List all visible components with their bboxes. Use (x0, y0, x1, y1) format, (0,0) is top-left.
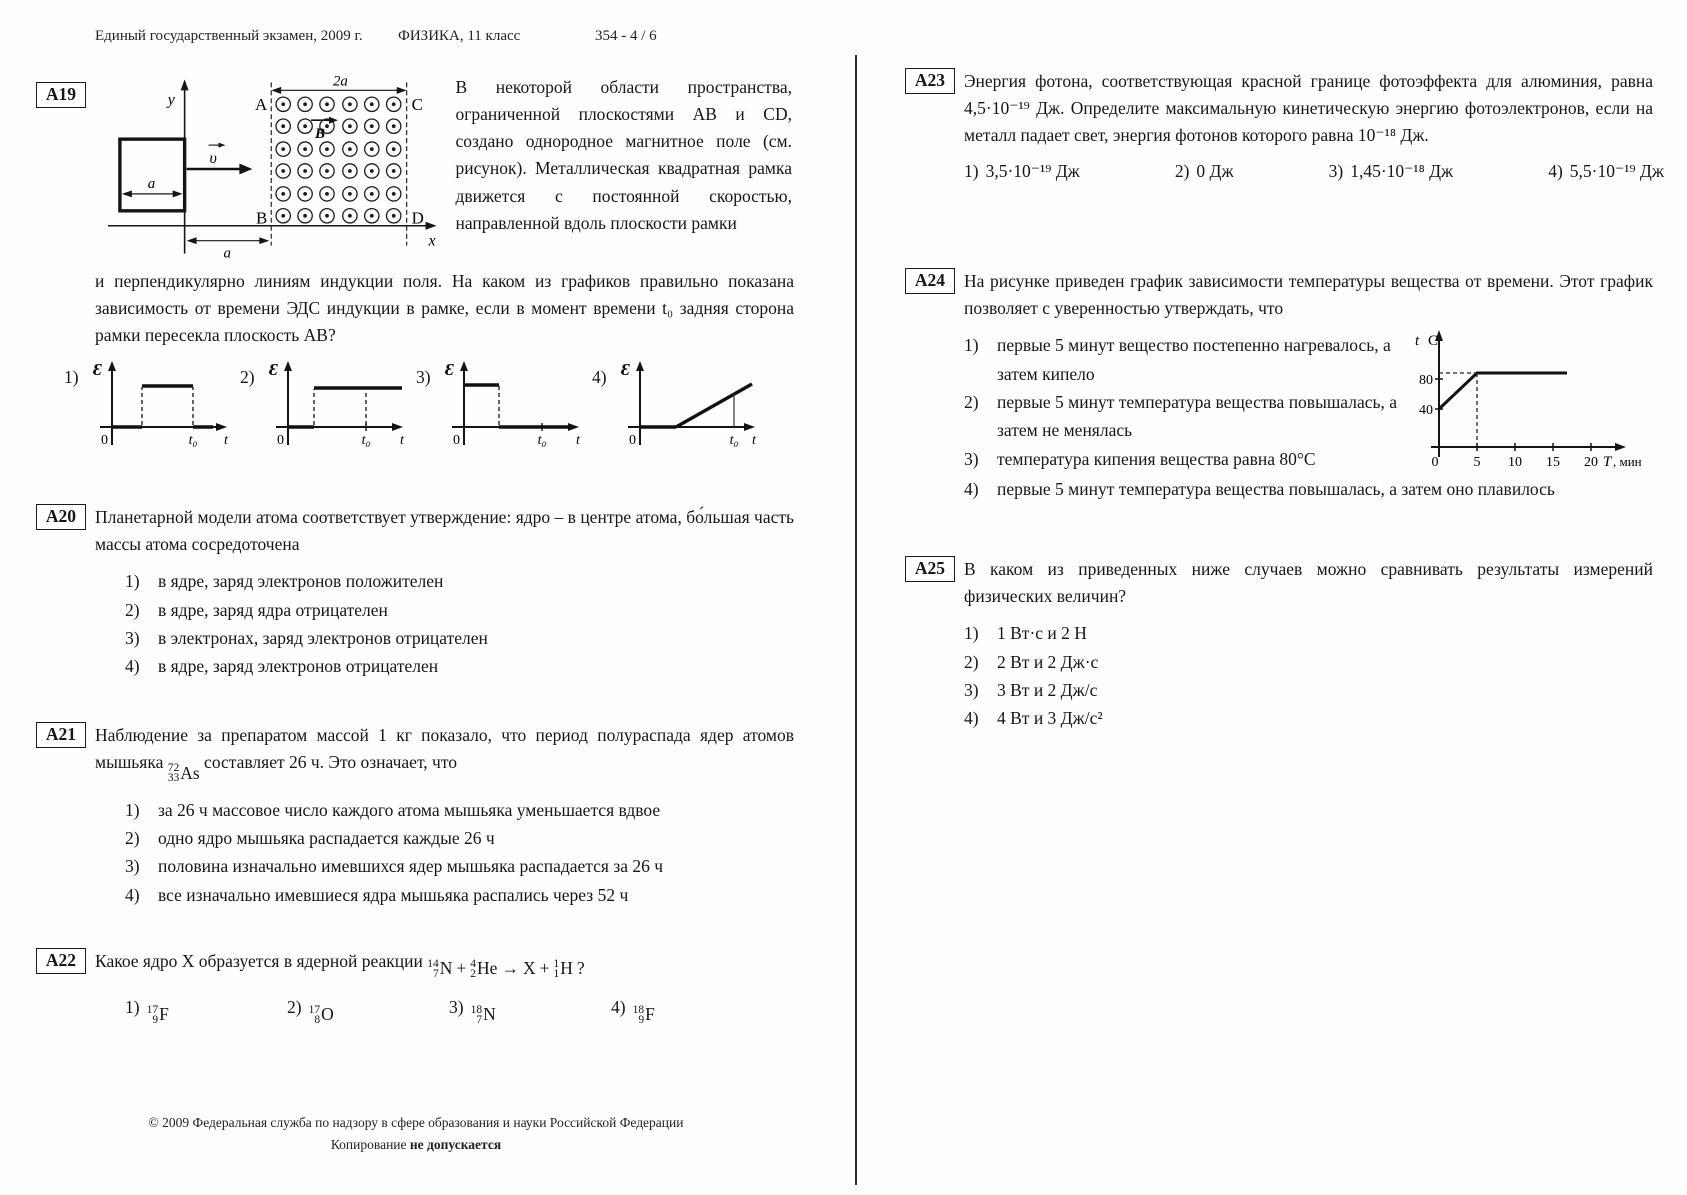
option-label: 1) (125, 571, 140, 592)
a22-text-before: Какое ядро Х образуется в ядерной реакции (95, 951, 423, 971)
answer-option (964, 676, 1653, 704)
nuclide-mass: 4 (470, 958, 477, 970)
option-label: 4) (611, 996, 626, 1017)
a24-xtick-5: 5 (1473, 455, 1481, 471)
a24-x-axis-label-t: T (1603, 454, 1612, 471)
plus-sign: + (539, 958, 550, 979)
footer (36, 1112, 796, 1155)
option-label: 1) (125, 996, 140, 1017)
nuclide-z: 9 (638, 1013, 645, 1026)
nuclide-z: 8 (314, 1013, 321, 1026)
option-text: половина изначально имевшихся ядер мышьяка распадается за 26 ч (158, 856, 664, 877)
option-label: 1) (964, 623, 979, 644)
option-text: все изначально имевшиеся ядра мышьяка распались через 52 ч (158, 884, 629, 905)
a19-graph-3-svg (442, 357, 592, 452)
option-label: 3) (964, 679, 979, 700)
a19-graph-1-label: 1) (64, 367, 79, 388)
a24-question-text: На рисунке приведен график зависимости температуры вещества от времени. Этот график позволяет с уверенностью утверждать, что (964, 271, 1653, 319)
a19-question-text-cont: и перпендикулярно линиям индукции поля. На каком из графиков правильно показана зависимость от времени ЭДС индукции в рамке, если в момент времени t₀ задняя сторона рамки пересекла плоскость АВ? (95, 271, 794, 346)
option-nuclide (309, 1004, 334, 1025)
a19-field-dots (276, 97, 401, 223)
answer-option (125, 596, 794, 624)
a22-question-text (95, 948, 794, 983)
plus-sign: + (456, 958, 467, 979)
a21-text-after: составляет 26 ч. Это означает, что (204, 752, 458, 773)
t-axis-label: t (224, 433, 228, 449)
a19-graph-option-2 (240, 357, 416, 452)
a24-xtick-0: 0 (1431, 455, 1439, 471)
nuclide-symbol: He (477, 958, 498, 979)
a24-x-axis-label-unit: , мин (1613, 454, 1642, 470)
question-a23 (905, 68, 1664, 182)
a19-field-label: B (315, 126, 326, 143)
reaction-arrow: → (501, 958, 519, 979)
question-number-box: А19 (36, 82, 86, 108)
question-a24 (905, 268, 1653, 503)
answer-option (125, 567, 794, 595)
option-label: 1) (964, 161, 979, 182)
a19-graph-4-svg (618, 357, 768, 452)
nuclide-symbol: H (560, 958, 573, 979)
question-number-box: А23 (905, 68, 955, 94)
option-text: 3,5·10⁻¹⁹ Дж (985, 161, 1080, 182)
origin-label: 0 (453, 433, 460, 449)
header-subject: ФИЗИКА, 11 класс (398, 28, 521, 44)
option-label: 3) (125, 856, 140, 877)
answer-option (125, 652, 794, 680)
answer-option (964, 648, 1653, 676)
a24-y-axis-label-c: C (1428, 333, 1439, 350)
option-label: 4) (964, 478, 979, 499)
answer-option (287, 997, 449, 1026)
a19-corner-b: B (255, 208, 268, 228)
a19-graph-4-label: 4) (592, 367, 607, 388)
option-label: 4) (125, 884, 140, 905)
answer-option (964, 161, 1080, 182)
a19-y-axis-label: y (167, 91, 175, 109)
answer-option (611, 997, 773, 1026)
answer-option (125, 881, 794, 909)
a24-xtick-20: 20 (1584, 455, 1598, 471)
option-label: 4) (1548, 161, 1563, 182)
emf-axis-label: Ɛ (445, 360, 454, 380)
option-nuclide (147, 1004, 169, 1025)
t-axis-label: t (752, 433, 756, 449)
emf-axis-label: Ɛ (93, 360, 102, 380)
a19-answer-graphs (64, 357, 792, 452)
a24-xtick-10: 10 (1508, 455, 1522, 471)
option-label: 2) (125, 599, 140, 620)
a24-xtick-15: 15 (1546, 455, 1560, 471)
a24-ytick-80: 80 (1419, 373, 1433, 389)
question-a20 (36, 504, 792, 681)
option-label: 3) (449, 996, 464, 1017)
t0-label: t₀ (361, 433, 371, 449)
option-text: в ядре, заряд электронов положителен (158, 571, 444, 592)
nuclide-z: 1 (553, 968, 560, 980)
a21-question-text (95, 722, 794, 787)
option-label: 4) (125, 656, 140, 677)
option-text: в электронах, заряд электронов отрицателен (158, 627, 488, 648)
a19-gap-width-label: a (223, 245, 231, 262)
emf-axis-label: Ɛ (269, 360, 278, 380)
a19-graph-2-label: 2) (240, 367, 255, 388)
nuclide-z: 9 (152, 1013, 159, 1026)
option-text: 0 Дж (1196, 161, 1234, 182)
t0-label: t₀ (188, 433, 198, 449)
answer-option (125, 824, 794, 852)
answer-option (964, 388, 1416, 445)
a24-temperature-chart-svg (1401, 327, 1651, 477)
option-label: 2) (125, 828, 140, 849)
option-text: температура кипения вещества равна 80°С (997, 448, 1316, 469)
question-number-box: А24 (905, 268, 955, 294)
nuclide-symbol: As (180, 762, 200, 783)
option-nuclide (633, 1004, 655, 1025)
nuclide-mass: 1 (553, 958, 560, 970)
a19-graph-2-svg (266, 357, 416, 452)
reaction-nuclide-n (427, 955, 452, 982)
header-exam-title: Единый государственный экзамен, 2009 г. (95, 28, 363, 44)
reaction-x: X (522, 958, 536, 979)
a19-figure-svg (100, 74, 443, 266)
question-a22 (36, 948, 792, 1025)
answer-option (449, 997, 611, 1026)
a25-question-text: В каком из приведенных ниже случаев можно сравнивать результаты измерений физических величин? (964, 559, 1653, 607)
option-text: первые 5 минут вещество постепенно нагревалось, а затем кипело (997, 335, 1391, 384)
question-number-box: А20 (36, 504, 86, 530)
option-text: 1,45·10⁻¹⁸ Дж (1350, 161, 1454, 182)
option-label: 2) (964, 651, 979, 672)
option-text: 4 Вт и 3 Дж/с² (997, 708, 1103, 729)
a24-ytick-40: 40 (1419, 403, 1433, 419)
answer-option (964, 331, 1416, 388)
option-text: за 26 ч массовое число каждого атома мышьяка уменьшается вдвое (158, 799, 661, 820)
t0-label: t₀ (537, 433, 547, 449)
option-label: 1) (125, 799, 140, 820)
option-label: 2) (287, 996, 302, 1017)
a23-options (964, 161, 1664, 182)
answer-option (125, 997, 287, 1026)
question-a25 (905, 556, 1653, 733)
a19-corner-d: D (411, 208, 424, 228)
a19-region-width-label: 2a (332, 74, 348, 90)
answer-option (964, 619, 1653, 647)
a21-text-before: Наблюдение за препаратом массой 1 кг показало, что период полураспада ядер атомов мышьяка (95, 725, 794, 773)
t-axis-label: t (576, 433, 580, 449)
option-text: 3 Вт и 2 Дж/с (997, 679, 1098, 700)
a19-graph-option-1 (64, 357, 240, 452)
footer-no-copy-normal: Копирование (330, 1136, 410, 1152)
option-text: первые 5 минут температура вещества повышалась, а затем не менялась (997, 391, 1397, 441)
nuclide-symbol: O (321, 1004, 334, 1025)
footer-no-copy-bold: не допускается (409, 1136, 502, 1152)
answer-option (1175, 161, 1234, 182)
answer-option (125, 796, 794, 824)
a25-options (964, 619, 1653, 732)
nuclide-symbol: N (483, 1004, 496, 1025)
a21-nuclide-as (168, 760, 200, 787)
question-a21 (36, 722, 792, 909)
nuclide-mass: 14 (427, 958, 439, 970)
footer-copyright: © 2009 Федеральная служба по надзору в сфере образования и науки Российской Федерации (148, 1115, 684, 1130)
header-page-code: 354 - 4 / 6 (595, 28, 657, 44)
question-number-box: А22 (36, 948, 86, 974)
nuclide-mass: 18 (470, 1003, 483, 1016)
a19-x-axis-label: x (428, 232, 436, 250)
a23-question-text: Энергия фотона, соответствующая красной границе фотоэффекта для алюминия, равна 4,5·10⁻¹⁹ Дж. Определите максимальную кинетическую энергию фотоэлектронов, если на металл падает свет, энергия фотонов которого равна 10⁻¹⁸ Дж. (964, 71, 1653, 146)
answer-option (964, 475, 1653, 503)
option-text: первые 5 минут температура вещества повышалась, а затем оно плавилось (997, 478, 1555, 499)
option-label: 3) (125, 627, 140, 648)
option-text: 5,5·10⁻¹⁹ Дж (1569, 161, 1664, 182)
a20-options (125, 567, 794, 680)
t0-label: t₀ (729, 433, 739, 449)
a20-question-text: Планетарной модели атома соответствует утверждение: ядро – в центре атома, бо́льшая часть массы атома сосредоточена (95, 507, 794, 555)
option-label: 2) (964, 391, 979, 412)
option-text: одно ядро мышьяка распадается каждые 26 ч (158, 828, 495, 849)
a19-graph-3-label: 3) (416, 367, 431, 388)
a22-nuclear-reaction (427, 955, 584, 982)
nuclide-z: 7 (476, 1013, 483, 1026)
a19-frame-width-label: a (147, 175, 156, 192)
a19-graph-option-3 (416, 357, 592, 452)
a24-y-axis-label-t: t (1415, 333, 1420, 350)
question-a19 (36, 74, 792, 452)
a19-velocity-label: υ (209, 150, 217, 168)
option-label: 4) (964, 708, 979, 729)
column-divider-line (855, 55, 857, 1185)
emf-axis-label: Ɛ (621, 360, 630, 380)
nuclide-z: 7 (433, 968, 439, 980)
answer-option (1548, 161, 1664, 182)
a22-options (125, 997, 794, 1026)
question-number-box: А25 (905, 556, 955, 582)
reaction-nuclide-he (470, 955, 497, 982)
a24-options (964, 331, 1416, 473)
origin-label: 0 (629, 433, 636, 449)
nuclide-mass: 72 (167, 762, 180, 775)
nuclide-symbol: F (159, 1004, 169, 1025)
option-text: 1 Вт·с и 2 Н (997, 623, 1087, 644)
nuclide-symbol: N (439, 958, 453, 979)
a19-question-text-side: В некоторой области пространства, ограниченной плоскостями АВ и CD, создано однородное магнитное поле (см. рисунок). Металлическая квадратная рамка движется с постоянной скоростью, направленной вдоль плоскости рамки (455, 77, 792, 233)
origin-label: 0 (101, 433, 108, 449)
option-label: 2) (1174, 161, 1190, 182)
option-text: в ядре, заряд ядра отрицателен (158, 599, 388, 620)
nuclide-mass: 17 (146, 1003, 159, 1016)
question-number-box: А21 (36, 722, 86, 748)
nuclide-mass: 18 (632, 1003, 645, 1016)
reaction-nuclide-h (553, 955, 572, 982)
a21-options (125, 796, 794, 909)
answer-option (125, 852, 794, 880)
footer-no-copy (36, 1134, 796, 1156)
nuclide-mass: 17 (308, 1003, 321, 1016)
option-nuclide (471, 1004, 496, 1025)
option-label: 1) (964, 335, 979, 356)
nuclide-z: 33 (167, 772, 180, 785)
origin-label: 0 (277, 433, 284, 449)
question-mark: ? (576, 958, 585, 979)
option-text: 2 Вт и 2 Дж·с (997, 651, 1099, 672)
answer-option (964, 704, 1653, 732)
a19-graph-option-4 (592, 357, 768, 452)
a19-corner-c: C (411, 95, 423, 115)
option-label: 3) (1328, 161, 1344, 182)
answer-option (125, 624, 794, 652)
option-text: в ядре, заряд электронов отрицателен (158, 656, 439, 677)
answer-option (964, 445, 1416, 473)
nuclide-symbol: F (645, 1004, 655, 1025)
answer-option (1329, 161, 1454, 182)
a19-graph-1-svg (90, 357, 240, 452)
option-label: 3) (964, 448, 979, 469)
nuclide-z: 2 (470, 968, 477, 980)
a19-corner-a: A (255, 95, 268, 115)
t-axis-label: t (400, 433, 404, 449)
